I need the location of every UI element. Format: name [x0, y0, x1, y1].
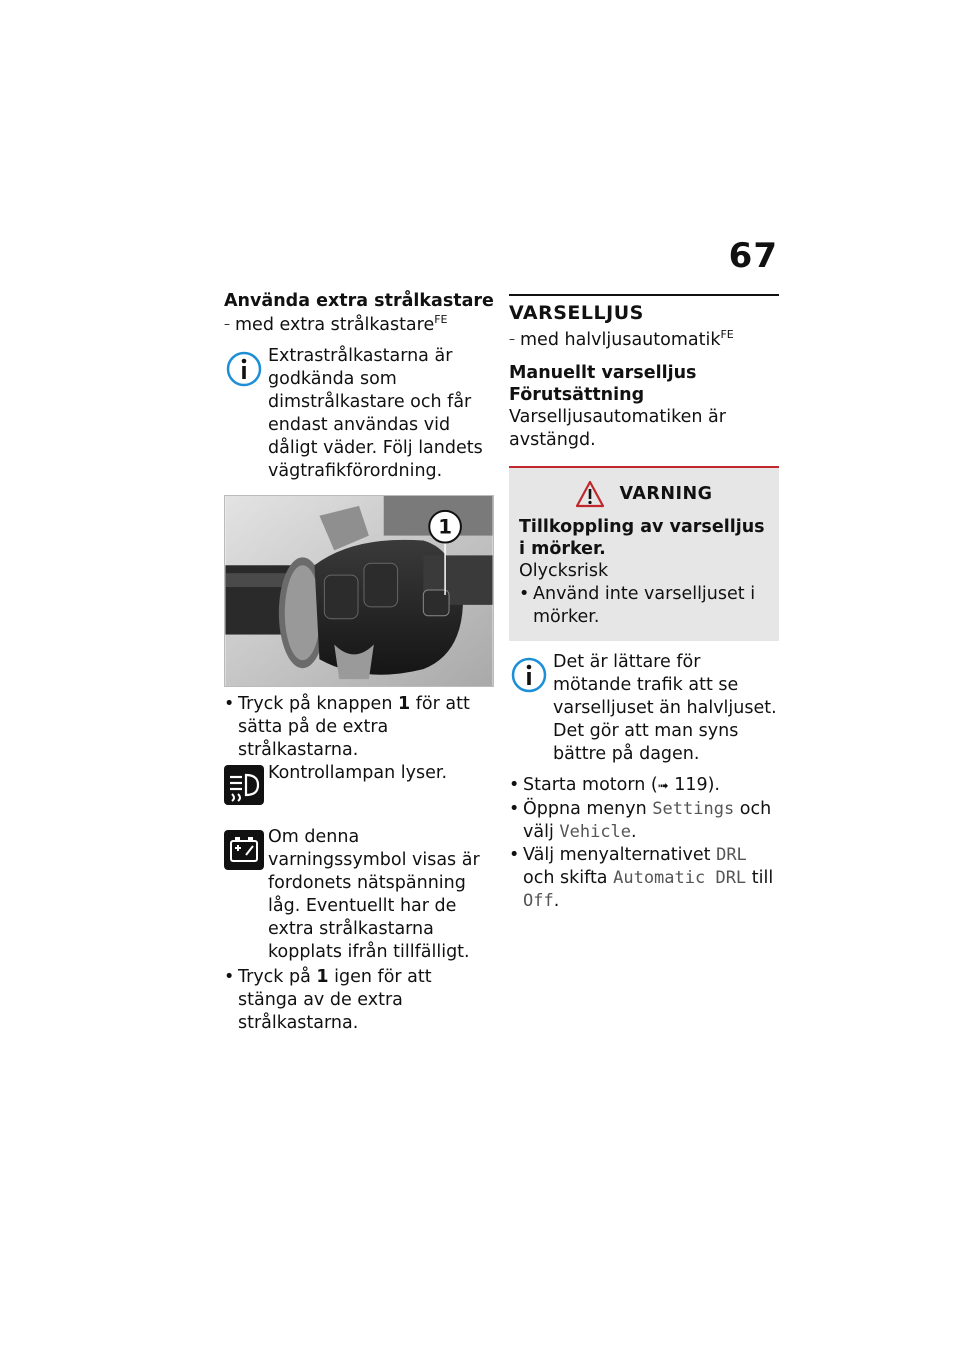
warning-header: [519, 480, 769, 508]
s3-mid: och skifta: [523, 868, 614, 888]
s2-mid: och välj: [523, 799, 772, 842]
s3-post: .: [553, 891, 560, 911]
info-note-text: Extrastrålkastarna är godkända som dimstrålkastare och får endast användas vid dåligt väder. Följ landets vägtrafikförordning.: [268, 346, 483, 481]
battery-note: [224, 826, 494, 964]
condition-drl: [509, 328, 779, 352]
condition-sup: FE: [434, 313, 448, 326]
step-2-pre: Tryck på: [238, 967, 317, 987]
step-2-post: igen för att stänga av de extra strålkastarna.: [238, 967, 432, 1033]
s1-ref[interactable]: 119).: [668, 775, 720, 795]
steps-list-right: [509, 774, 779, 913]
callout-label: 1: [438, 515, 452, 539]
indicator-lamp-row: [224, 762, 494, 812]
condition-text: med extra strålkastare: [235, 315, 435, 335]
info-note-fog: [224, 345, 494, 483]
info-icon: [509, 655, 549, 695]
s3-mid2: till: [746, 868, 774, 888]
s1-pre: Starta motorn (: [523, 775, 658, 795]
steps-list-left-2: [224, 966, 494, 1035]
step-start-engine: [509, 774, 779, 798]
page-ref-arrow-icon: ➟: [657, 779, 669, 794]
battery-warning-icon: [224, 830, 264, 870]
battery-note-text: Om denna varningssymbol visas är fordonets nätspänning låg. Eventuellt har de extra strålkastarna kopplats ifrån tillfälligt.: [268, 827, 480, 962]
s3-pre: Välj menyalternativet: [523, 845, 717, 865]
info-icon: [224, 349, 264, 389]
warning-triangle-icon: [575, 480, 605, 508]
step-1-post: för att sätta på de extra strålkastarna.: [238, 694, 470, 760]
lamp-text: Kontrollampan lyser.: [268, 763, 448, 783]
menu-drl: DRL: [716, 845, 747, 865]
menu-settings: Settings: [652, 799, 735, 819]
step-2-ref: 1: [316, 967, 329, 987]
subheading-manual-drl: Manuellt varselljus: [509, 363, 697, 383]
right-column: [509, 294, 779, 913]
step-open-menu: [509, 798, 779, 844]
info-note-drl-text: Det är lättare för mötande trafik att se varselljuset än halvljuset. Det gör att man syns bättre på dagen.: [553, 652, 777, 764]
steps-list-left: [224, 693, 494, 762]
step-1: [224, 693, 494, 762]
fog-light-indicator-icon: [224, 765, 264, 805]
info-note-drl: [509, 651, 779, 766]
s2-pre: Öppna menyn: [523, 799, 653, 819]
warning-risk: Olycksrisk: [519, 561, 609, 581]
warning-box: [509, 466, 779, 641]
condition-text: med halvljusautomatik: [520, 330, 721, 350]
s2-post: .: [631, 822, 637, 842]
warning-subtitle: Tillkoppling av varselljus i mörker.: [519, 517, 765, 559]
page-number: 67: [728, 236, 778, 276]
step-select-drl: [509, 844, 779, 913]
condition-extra-lights: [224, 313, 494, 337]
menu-off: Off: [523, 891, 554, 911]
menu-vehicle: Vehicle: [559, 822, 632, 842]
handlebar-switch-photo: [224, 495, 494, 687]
menu-automatic-drl: Automatic DRL: [613, 868, 747, 888]
warning-title: VARNING: [619, 484, 713, 504]
condition-sup: FE: [720, 328, 734, 341]
prerequisite-text: Varselljusautomatiken är avstängd.: [509, 407, 726, 450]
condition-dash: –: [224, 317, 230, 331]
subheading-prerequisite: Förutsättning: [509, 385, 645, 405]
condition-dash: –: [509, 332, 515, 346]
heading-extra-lights: Använda extra strålkastare: [224, 291, 494, 311]
step-2: [224, 966, 494, 1035]
warning-action: • Använd inte varselljuset i mörker.: [519, 583, 769, 629]
warning-actions: [519, 583, 769, 629]
section-title-drl: VARSELLJUS: [509, 294, 779, 324]
step-1-pre: Tryck på knappen: [238, 694, 398, 714]
step-1-ref: 1: [397, 694, 411, 714]
left-column: [224, 290, 494, 1035]
